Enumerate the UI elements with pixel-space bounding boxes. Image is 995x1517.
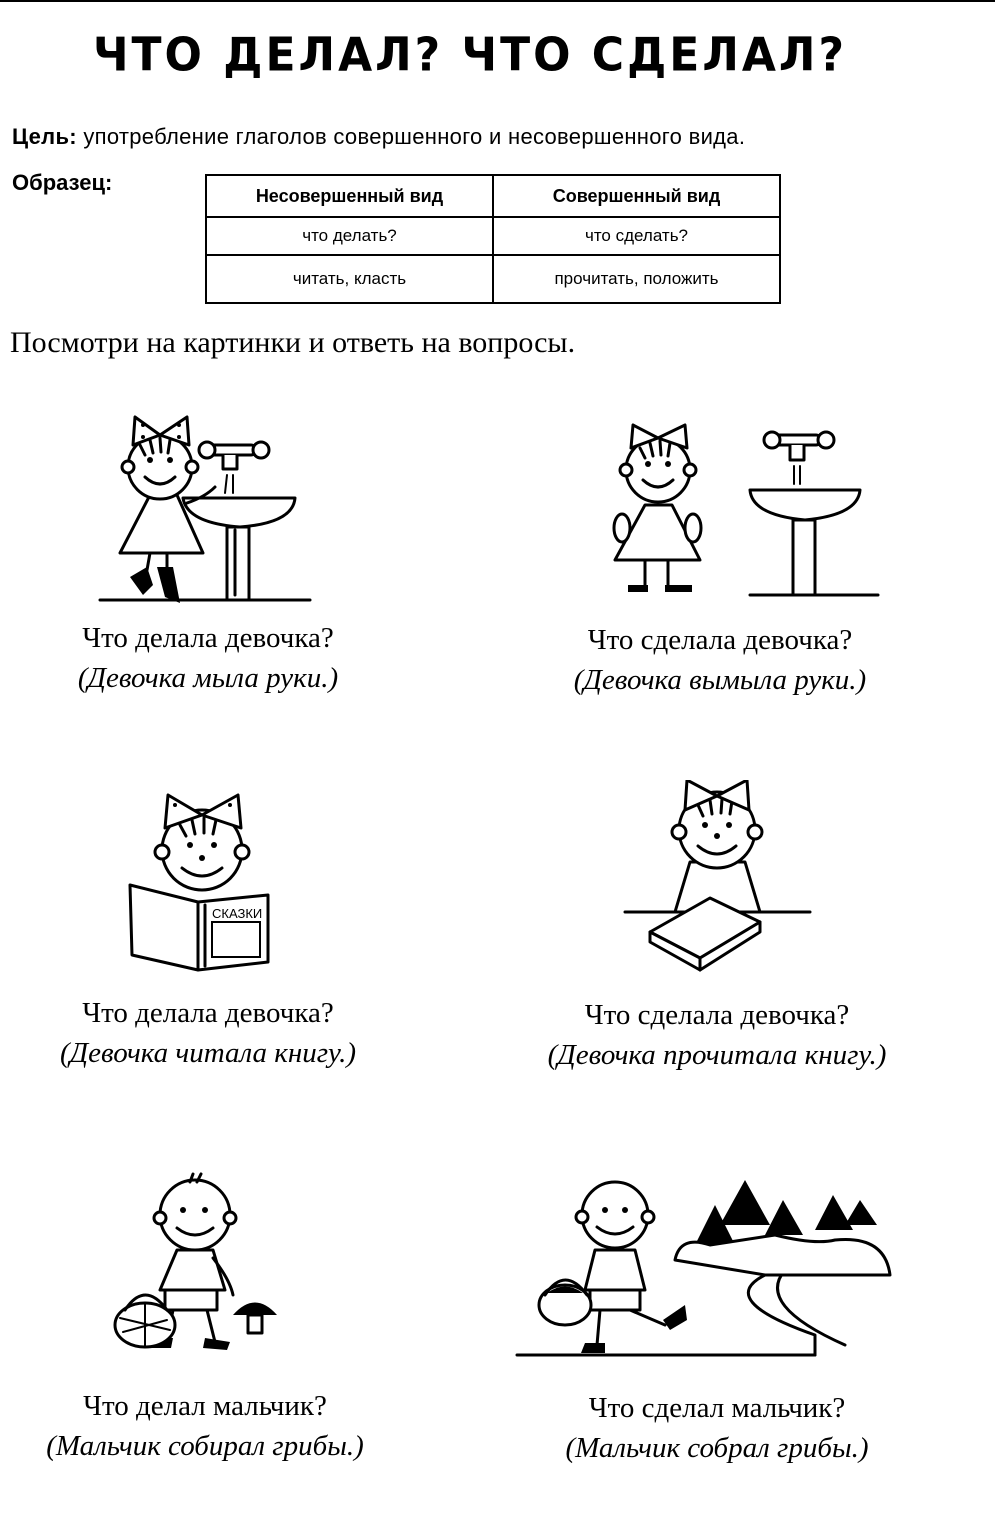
header-perfective: Совершенный вид [493,175,780,217]
table-row [206,217,780,255]
goal-line [12,124,745,150]
girl-washed-hands-illustration [600,420,880,605]
answer-text: (Девочка мыла руки.) [77,662,339,694]
answer-text: (Мальчик собрал грибы.) [565,1432,869,1464]
question-text: Что делал мальчик? [83,1390,327,1422]
top-border-line [0,0,995,2]
question-text: Что делала девочка? [82,997,334,1029]
boy-collected-mushrooms-illustration [515,1165,905,1365]
table-cell: прочитать, положить [493,255,780,303]
table-row [206,255,780,303]
caption-item-2 [500,620,940,700]
page-title: ЧТО ДЕЛАЛ? ЧТО СДЕЛАЛ? [92,28,847,83]
caption-item-1 [0,618,428,698]
goal-text: употребление глаголов совершенного и несовершенного вида. [83,124,746,149]
question-text: Что делала девочка? [82,622,334,654]
table-cell: читать, класть [206,255,493,303]
answer-text: (Девочка читала книгу.) [60,1037,356,1069]
caption-item-6 [497,1388,937,1468]
goal-label: Цель: [12,124,77,149]
sample-label: Образец: [12,170,113,195]
sample-table-header-row [206,175,780,217]
instruction-text: Посмотри на картинки и ответь на вопросы. [10,326,576,359]
caption-item-3 [0,993,428,1073]
question-text: Что сделала девочка? [584,999,850,1031]
caption-item-5 [0,1386,425,1466]
boy-picking-mushrooms-illustration [105,1170,305,1365]
book-label: СКАЗКИ [212,906,263,921]
table-cell: что делать? [206,217,493,255]
girl-reading-book-illustration [120,790,280,980]
caption-item-4 [497,995,937,1075]
header-imperfective: Несовершенный вид [206,175,493,217]
table-cell: что сделать? [493,217,780,255]
answer-text: (Девочка прочитала книгу.) [547,1039,887,1071]
girl-finished-book-illustration [620,780,820,980]
question-text: Что сделала девочка? [587,624,853,656]
answer-text: (Девочка вымыла руки.) [573,664,867,696]
girl-washing-hands-illustration [95,405,325,610]
sample-table [205,174,781,304]
question-text: Что сделал мальчик? [588,1392,846,1424]
answer-text: (Мальчик собирал грибы.) [46,1430,364,1462]
